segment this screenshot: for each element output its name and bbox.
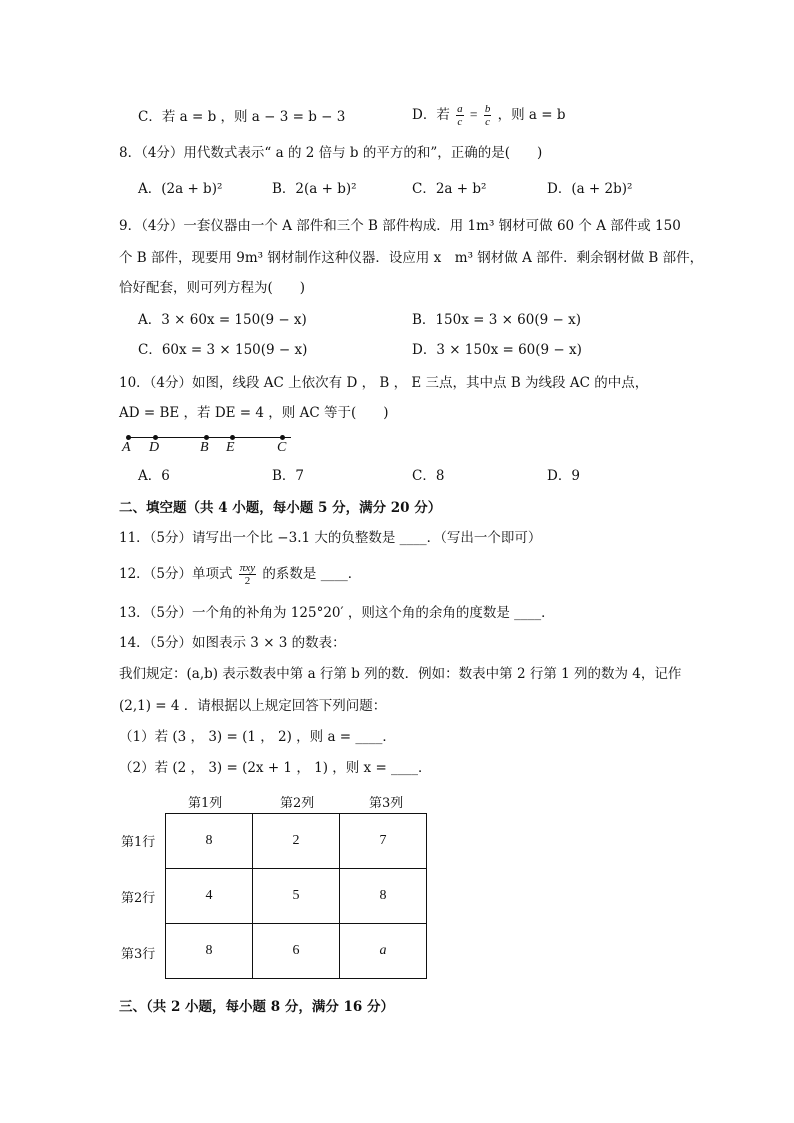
section-2-heading: 二、填空题（共 4 小题，每小题 5 分，满分 20 分）	[119, 500, 442, 516]
point-d-label: D	[149, 440, 160, 455]
table-cell: 6	[253, 924, 340, 979]
q9-option-a: A．3 × 60x = 150(9 − x)	[138, 312, 307, 328]
q12-frac-den: 2	[244, 575, 251, 587]
q9-option-b: B．150x = 3 × 60(9 − x)	[412, 312, 581, 328]
table-cell: 7	[340, 814, 427, 869]
q10-option-d: D．9	[547, 468, 580, 484]
q14-stem: 14．（5分）如图表示 3 × 3 的数表：	[119, 635, 346, 651]
q14-rule-1: 我们规定：(a,b) 表示数表中第 a 行第 b 列的数．例如：数表中第 2 行第 1 列的数为 4，记作	[119, 666, 682, 682]
q11: 11．（5分）请写出一个比 −3.1 大的负整数是 ____．（写出一个即可）	[119, 530, 542, 546]
q10-option-a: A．6	[138, 468, 170, 484]
row-header-2: 第2行	[121, 891, 156, 906]
table-row	[166, 924, 427, 979]
table-cell: 8	[166, 924, 253, 979]
table-cell: 8	[166, 814, 253, 869]
q10-line-1: 10．（4分）如图，线段 AC 上依次有 D ， B ， E 三点，其中点 B 为线段 AC 的中点，	[119, 375, 649, 391]
q12-frac-num: πxy	[239, 562, 256, 574]
q8-option-d: D．(a + 2b)²	[547, 181, 633, 197]
row-header-1: 第1行	[121, 835, 156, 850]
q7-d-equals: =	[469, 107, 478, 122]
q12-fraction	[239, 562, 256, 587]
q10-line-2: AD = BE ，若 DE = 4 ，则 AC 等于( )	[119, 405, 389, 421]
q7-option-d	[412, 103, 566, 128]
q7-d-fraction-2	[484, 103, 492, 128]
point-c-label: C	[277, 440, 287, 455]
q13: 13．（5分）一个角的补角为 125°20′ ，则这个角的余角的度数是 ____．	[119, 605, 555, 621]
q12-suffix: 的系数是 ____．	[262, 566, 362, 582]
q10-option-b: B．7	[272, 468, 305, 484]
col-header-2: 第2列	[280, 796, 315, 811]
q7-d-frac2-den: c	[485, 116, 491, 128]
segment-diagram	[118, 430, 318, 460]
q7-d-suffix: ，则 a = b	[497, 107, 566, 123]
table-cell: 8	[340, 869, 427, 924]
q7-d-frac1-den: c	[457, 116, 463, 128]
q8-option-b: B．2(a + b)²	[272, 181, 357, 197]
q8-option-a: A．(2a + b)²	[138, 181, 223, 197]
q8-stem: 8．（4分）用代数式表示“ a 的 2 倍与 b 的平方的和”，正确的是( )	[119, 145, 543, 161]
section-3-heading: 三、（共 2 小题，每小题 8 分，满分 16 分）	[119, 999, 395, 1015]
table-cell: 5	[253, 869, 340, 924]
col-header-1: 第1列	[188, 796, 223, 811]
q7-d-frac2-num: b	[484, 103, 491, 115]
q7-d-fraction-1	[456, 103, 464, 128]
row-header-3: 第3行	[121, 947, 156, 962]
q9-option-d: D．3 × 150x = 60(9 − x)	[412, 342, 582, 358]
q7-d-frac1-num: a	[457, 103, 463, 115]
q14-sub-1: （1）若 (3 ， 3) = (1 ， 2) ，则 a = ____．	[119, 729, 396, 745]
q7-option-c: C．若 a = b ，则 a − 3 = b − 3	[138, 109, 346, 125]
table-row	[166, 814, 427, 869]
q14-rule-2: (2,1) = 4 ．请根据以上规定回答下列问题：	[119, 698, 387, 714]
col-header-3: 第3列	[369, 796, 404, 811]
q8-option-c: C．2a + b²	[412, 181, 487, 197]
q14-sub-2: （2）若 (2 ， 3) = (2x + 1 ， 1) ，则 x = ____．	[119, 760, 432, 776]
number-table	[165, 813, 427, 979]
q9-option-c: C．60x = 3 × 150(9 − x)	[138, 342, 308, 358]
q9-line-3: 恰好配套，则可列方程为( )	[119, 280, 306, 296]
table-cell: a	[340, 924, 427, 979]
table-cell: 4	[166, 869, 253, 924]
q12	[119, 562, 361, 587]
point-a-label: A	[122, 440, 131, 455]
q9-line-1: 9．（4分）一套仪器由一个 A 部件和三个 B 部件构成．用 1m³ 钢材可做 60 个 A 部件或 150	[119, 218, 681, 234]
point-e-label: E	[226, 440, 235, 455]
table-row	[166, 869, 427, 924]
table-cell: 2	[253, 814, 340, 869]
q9-line-2: 个 B 部件，现要用 9m³ 钢材制作这种仪器．设应用 x m³ 钢材做 A 部件．剩余钢材做 B 部件，	[119, 250, 704, 266]
q7-d-prefix: D．若	[412, 107, 450, 123]
point-b-label: B	[200, 440, 209, 455]
q12-prefix: 12．（5分）单项式	[119, 566, 233, 582]
q10-option-c: C．8	[412, 468, 445, 484]
